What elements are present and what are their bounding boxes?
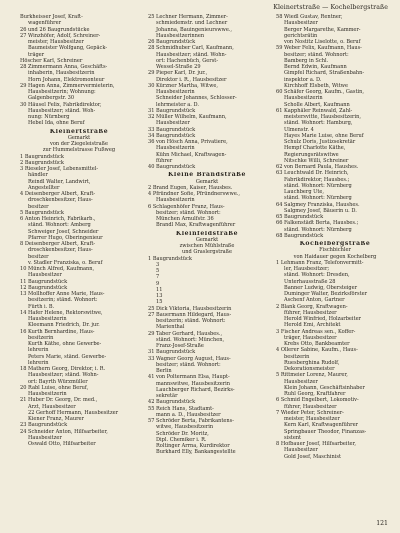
address-entry: 55 Reich Hans, Stadtamt- — [148, 405, 214, 412]
address-entry: 14 Hafer Helene, Rektorswitwe, — [20, 309, 103, 316]
entry-continuation: Hausbesitzer — [284, 447, 318, 454]
entry-continuation: besitzerin — [284, 353, 310, 360]
entry-continuation: führer, Hausbesitzer — [284, 403, 337, 410]
address-entry: 42 Baugrundstück — [148, 399, 196, 406]
address-entry: 36 von Hösch Anna, Privatiere, — [148, 139, 228, 145]
entry-continuation: ort: Hachenbüch, Gerst- — [156, 57, 219, 64]
address-entry: 4 Öllerer Sabine, Kaufm., Haus- — [276, 347, 358, 354]
entry-continuation: mannswitwe, Hausbesitzerin — [156, 380, 230, 387]
entry-continuation: Pfarrer Hugo, Oberingenieur — [28, 234, 103, 241]
address-entry: 6 Schlagenhöfer Franz, Haus- — [148, 203, 225, 210]
address-entry: 12 Baugrundstück — [20, 284, 68, 291]
entry-continuation: 11 — [156, 286, 163, 293]
address-entry: 7 Wieder Peter, Schreiner- — [276, 409, 344, 416]
entry-continuation: Peters Marie, ständ. Gewerbe- — [28, 353, 107, 360]
entry-continuation: besitzer — [28, 253, 49, 260]
entry-continuation: Scholle Albert, Kaufmann — [284, 101, 350, 108]
address-entry: 25 Dick Viktoria, Hausbesitzerin — [148, 305, 232, 312]
entry-continuation: Hebel Ida, ohne Beruf — [28, 120, 85, 127]
address-entry: 41 von Poltermann Elsa, Haupt- — [148, 374, 230, 381]
entry-continuation: Hausbesitzer — [284, 378, 318, 385]
entry-continuation: Dekorationsmeister — [284, 366, 335, 372]
entry-continuation: Hausbesitzerin — [156, 145, 195, 152]
entry-continuation: Aschenf Anton, Gartner — [284, 297, 345, 304]
address-entry: 65 Baugrundstück — [276, 214, 324, 220]
street-heading: Kleinertstraße — [49, 128, 109, 135]
address-entry: 4 Deisenberger Albert, Kraft- — [20, 191, 96, 197]
address-entry: 62 von Bernard Paula, Haushes. — [276, 164, 359, 170]
entry-continuation: Lauchberger Richard, Bezirks- — [156, 386, 235, 393]
entry-continuation: Herold Emi, Architekt — [284, 322, 341, 329]
entry-continuation: Ruesberghina Rudolf, — [284, 359, 340, 366]
entry-continuation: Kühn Michael, Kraftwagen- — [156, 151, 227, 158]
entry-continuation: Herold Winfried, Holzarbeiter — [284, 316, 361, 322]
address-entry: 64 Salgmey Franziska, Haushes. — [276, 201, 360, 208]
entry-continuation: Hausbesitzer — [28, 434, 62, 441]
entry-continuation: Krebs Otto, Bankbeamter — [284, 341, 350, 347]
entry-continuation: Hausbesitzerin; Wohnung: — [28, 89, 96, 95]
entry-continuation: Fürth i. B. — [28, 303, 55, 310]
address-entry: 25 Lechner Hermann, Zimmer- — [148, 14, 228, 20]
address-entry: 59 Weber Felix, Kaufmann, Haus- — [276, 45, 362, 52]
address-entry: 5 Baugrundstück — [20, 209, 64, 216]
entry-continuation: Direktor i. R., Hausbesitzer — [156, 76, 227, 83]
entry-continuation: Ulmenstr. 4 — [284, 126, 314, 133]
entry-continuation: ständ. Wohnort: Hamburg, — [284, 120, 353, 127]
address-entry: 29 Taber Gerhard, Hausbes., — [148, 330, 223, 337]
entry-continuation: ständ. Wohnort: Nürnberg — [284, 226, 352, 233]
address-entry: 1 Baugrundstück — [20, 153, 64, 160]
address-entry: 16 Kurth Bernhardine, Haus- — [20, 328, 95, 335]
entry-continuation: v. Stadler Franziska, o. Beruf — [28, 259, 103, 266]
entry-continuation: Oswald Otto, Hilfsarbeiter — [28, 441, 96, 447]
address-entry: 66 Falkenstädt Berta, Hausbes.; — [276, 220, 359, 227]
address-entry: 4 Pfründner Sofie, Pfründnerswwe., — [148, 191, 241, 197]
entry-continuation: Gold Josef, Maschinist — [284, 453, 341, 460]
address-entry: Höscher Karl, Schreiner — [20, 57, 83, 64]
address-entry: 57 Schröder Berta, Fabrikantens- — [148, 418, 234, 424]
entry-continuation: besitzer — [28, 203, 49, 210]
address-entry: 32 Müller Wilhelm, Kaufmann, — [148, 114, 227, 120]
street-subheading: zwischen Mühlstraße — [179, 243, 235, 249]
address-entry: 40 Baugrundstück — [148, 164, 196, 170]
entry-continuation: meister, Hausbesitzer — [284, 416, 340, 422]
entry-continuation: Brandl Max, Kraftwagenführer — [156, 222, 236, 229]
entry-continuation: Berlin — [156, 368, 172, 374]
address-entry: 27 Winzhöfer, Adolf, Schreiner- — [20, 32, 101, 39]
entry-continuation: Ruhl Georg, Kraftfahrer — [284, 391, 346, 397]
entry-continuation: Schröder Dr. Moritz, — [156, 430, 209, 437]
entry-continuation: gerichtsrätin — [284, 32, 318, 39]
entry-continuation: Regierungsrätswitwe — [284, 151, 339, 158]
address-entry: 20 Rabl Luise, ohne Beruf, — [20, 384, 89, 391]
address-entry: 5 Rittmeier Lorenz, Maurer, — [276, 372, 348, 379]
column-3 — [276, 14, 394, 460]
entry-continuation: Schulz Doris, Justizsekretär — [284, 139, 356, 145]
address-entry: 1 Lehmann Franz, Telefonvermitt- — [276, 259, 364, 266]
address-entry: 8 Deisenberger Albert, Kraft- — [20, 241, 96, 247]
entry-continuation: Hausbesitzer — [156, 120, 190, 127]
address-entry: 29 Pieper Karl, Dr. jur., — [148, 70, 208, 77]
entry-continuation: Hausbesitzerin — [156, 89, 195, 95]
address-entry: 3 Fischer Andreas sen., Koffer- — [276, 328, 356, 335]
entry-continuation: meistersvitte, Hausbesitzerin, — [284, 114, 361, 120]
entry-continuation: Gimpfel Richard, Straßenbahn- — [284, 70, 365, 77]
entry-continuation: führer — [156, 157, 173, 164]
entry-continuation: sekretär — [156, 393, 178, 399]
street-subheading: zur Hummelstrasse Fußweg — [42, 147, 116, 154]
entry-continuation: Hausbesitzer — [284, 20, 318, 27]
entry-continuation: Dipl. Chemiker i. R. — [156, 436, 207, 443]
column-1 — [20, 14, 138, 447]
address-entry: 1 Baugrundstück — [148, 255, 192, 262]
entry-continuation: Salgmey Josef, Bäuerin u. D. — [284, 207, 357, 214]
entry-continuation: von Nostitz Liselotte, o. Beruf — [284, 39, 361, 45]
address-entry: 10 Münch Alfred, Kaufmann, — [20, 266, 95, 272]
entry-continuation: sistent — [284, 434, 302, 441]
address-entry: 30 Kürzner Martha, Witwe, — [148, 82, 218, 89]
entry-continuation: träger — [28, 51, 45, 58]
entry-continuation: 13 — [156, 293, 163, 299]
entry-continuation: wagenführer — [28, 20, 61, 27]
address-entry: 61 Kapphäler Reinwald, Zahl- — [276, 107, 353, 114]
address-entry: 30 Häusel Felix, Fabrikdirektor, — [20, 101, 102, 108]
entry-continuation: Franz-Josef-Straße — [156, 343, 204, 349]
address-entry: 2 Brand Eugen, Kaiser, Hausbes. — [148, 184, 233, 191]
entry-continuation: Duminger Walter, Bezirksförster — [284, 291, 367, 297]
entry-continuation: Bamberg in Schl. — [284, 57, 329, 64]
entry-continuation: Hausbesitzerin — [28, 391, 67, 397]
entry-continuation: ler, Hausbesitzer; — [284, 266, 330, 272]
address-entry: 34 Baugrundstück — [148, 132, 196, 139]
entry-continuation: Arzt, Hausbesitzer — [28, 403, 76, 410]
street-heading: Kleinfeldstraße — [175, 230, 239, 237]
entry-continuation: ort: Bayrth Würzmüller — [28, 378, 88, 385]
entry-continuation: Unterhausstraße 28 — [284, 278, 336, 285]
address-entry: 23 Baugrundstück — [20, 422, 68, 429]
address-entry: 60 Schäfer Georg, Kaufm., Gastin, — [276, 89, 364, 95]
entry-continuation: meister, Hausbesitzer — [28, 39, 84, 45]
street-subheading: Gemarkt — [195, 178, 219, 185]
address-entry: 2 Blank Georg, Kraftwagen- — [276, 303, 348, 310]
address-entry: 26 Baugrundstück — [148, 39, 196, 45]
entry-continuation: Fabrikdirektor, Hausbes.; — [284, 176, 350, 183]
entry-continuation: Angestellter — [28, 184, 60, 191]
entry-continuation: Hempf Charlotte Käthe, — [284, 145, 346, 152]
address-entry: 29 Hagen Anna, Zimmervermieterin, — [20, 82, 115, 89]
entry-continuation: Marienthal — [156, 324, 185, 331]
address-entry: 31 Baugrundstück — [148, 107, 196, 114]
entry-continuation: mann a. D., Hausbesitzer — [156, 411, 221, 418]
entry-continuation: witwe, Hausbesitzerin — [156, 424, 214, 431]
entry-continuation: Nitschke Willi, Schreiner — [284, 157, 349, 164]
entry-continuation: inhaberin, Hausbesitzerin — [28, 70, 95, 77]
page-number: 121 — [376, 520, 388, 527]
entry-continuation: Hausbesitzer — [28, 272, 62, 279]
entry-continuation: schmiedemstr. und Lechner — [156, 20, 228, 27]
entry-continuation: Kirchhoff Elsbeth, Witwe — [284, 82, 348, 89]
address-entry: 58 Wiedl Gustav, Rentner, — [276, 14, 343, 20]
address-entry: Burkheisser Josef, Kraft- — [20, 14, 83, 20]
entry-continuation: Hausbesitzerinnen — [156, 32, 205, 39]
address-entry: 18 Mathern Georg, Direktor, i. R. — [20, 366, 106, 372]
entry-continuation: lehrmeister a. D. — [156, 101, 199, 108]
entry-continuation: 15 — [156, 299, 163, 306]
entry-continuation: Springbauer Theodor, Finanzas- — [284, 428, 367, 435]
address-entry: 28 Schmidhuber Carl, Kaufmann, — [148, 45, 234, 52]
entry-continuation: inspektor a. D. — [284, 76, 322, 83]
column-2 — [148, 14, 266, 456]
entry-continuation: lehrerin — [28, 359, 49, 366]
address-entry: 33 Wagner Georg August, Haus- — [148, 355, 231, 362]
entry-continuation: lehrerin — [28, 347, 49, 354]
entry-continuation: Berger Margarethe, Kammer- — [284, 26, 361, 33]
entry-continuation: Baumeister Wolfgang, Gepäck- — [28, 45, 108, 52]
entry-continuation: 22 Gerhoff Hermann, Hausbesitzer — [28, 409, 118, 416]
address-entry: 6 Anton Heinrich, Fabrikarb., — [20, 216, 96, 222]
street-subheading: von Haidauer gegen Kochelberg — [293, 253, 377, 260]
entry-continuation: Reindl Walter, Landwirt, — [28, 178, 91, 185]
entry-continuation: ständ. Wohnort: Dresden, — [284, 272, 350, 279]
entry-continuation: Lauchberg Ute, — [284, 189, 325, 195]
entry-continuation: Hausbesitzerin — [284, 95, 323, 102]
entry-continuation: Klein Johann, Geschäftsinhaber — [284, 384, 365, 391]
entry-continuation: Johanna, Bauingenieurswwe., — [156, 26, 233, 33]
entry-continuation: Horn Johann, Elektromonteur — [28, 76, 105, 83]
entry-continuation: Schneider Johannes, Schlosser- — [156, 95, 237, 102]
entry-continuation: Hausbesitzer; ständ. Wohn- — [156, 51, 227, 58]
address-entry: 2 Baugrundstück — [20, 159, 64, 166]
entry-continuation: droschkenbesitzer, Haus- — [28, 247, 93, 254]
entry-continuation: Kleemann Friedrich, Dr. jur. — [28, 322, 100, 329]
entry-continuation: droschkenbesitzer, Haus- — [28, 197, 93, 204]
entry-continuation: Hausbesitzerin — [28, 316, 67, 322]
entry-continuation: 9 — [156, 280, 160, 287]
address-entry: 31 Baugrundstück — [148, 349, 196, 356]
entry-continuation: 5 — [156, 268, 160, 274]
entry-continuation: Banner Ludwig, Obersteiger — [284, 284, 358, 291]
address-entry: 3 Rieseler Josef, Lebensmittel- — [20, 166, 99, 172]
running-header: Kleinertstraße — Kochelbergstraße — [273, 4, 388, 11]
entry-continuation: Wessel-Straße 29 — [156, 64, 201, 70]
address-entry: 21 Huber Dr. Georg, Dr. med., — [20, 397, 98, 404]
entry-continuation: ständ. Wohnort: Amberg — [28, 222, 91, 229]
entry-continuation: Schweiger Josef, Schneider — [28, 228, 99, 235]
entry-continuation: Kurth Käthe, ohne Gewerbe- — [28, 341, 102, 347]
entry-continuation: Roltinger Arrna, Kurdirektor — [156, 443, 230, 449]
street-subheading: Gemarkt — [195, 236, 219, 243]
entry-continuation: 7 — [156, 274, 160, 281]
entry-continuation: ständ. Wohnort: Nürnberg — [284, 182, 352, 189]
entry-continuation: Burkhard Elly, Bankangestellte — [156, 449, 236, 456]
entry-continuation: besitzerin — [28, 334, 54, 341]
street-subheading: und Graslergstraße — [181, 249, 233, 256]
entry-continuation: träger, Hausbesitzer — [284, 334, 337, 341]
address-entry: 28 Zimmermann Anna, Geschäfts- — [20, 64, 108, 70]
entry-continuation: 3 — [156, 261, 160, 268]
entry-continuation: München Arnulfstr. 36 — [156, 216, 214, 222]
entry-continuation: besitzerin; ständ. Wohnort: — [28, 297, 98, 304]
address-entry: 11 Baugrundstück — [20, 278, 68, 285]
address-entry: 63 Leuchtwald Dr. Heinrich, — [276, 170, 349, 177]
entry-continuation: Hausbesitzerin — [156, 197, 195, 204]
entry-continuation: führer, Hausbesitzer — [284, 309, 337, 316]
entry-continuation: Galgenbergstr. 30 — [28, 95, 75, 102]
street-heading: Kochelbergstraße — [299, 241, 371, 247]
entry-continuation: besitzerin; ständ. Wohnort: — [156, 318, 226, 324]
entry-continuation: Bernd Edwin, Kaufmann — [284, 64, 347, 70]
entry-continuation: Kern Karl, Kraftwagenführer — [284, 422, 358, 429]
address-entry: 6 Schmid Engelbert, Lokomotiv- — [276, 397, 359, 404]
address-entry: 24 Schneider Anton, Hilfsarbeiter, — [20, 428, 108, 435]
entry-continuation: Hayes Marie Luise, ohne Beruf — [284, 132, 364, 139]
address-entry: 26 und 26 Baugrundstücke — [20, 26, 90, 33]
street-heading: Kleine Brandstraße — [168, 172, 246, 179]
entry-continuation: Hausbesitzer; ständ. Woh- — [28, 107, 96, 114]
entry-continuation: besitzer; ständ. Wohnort: — [156, 361, 221, 368]
address-entry: 8 Hofbauer Josef, Hilfsarbeiter, — [276, 441, 356, 447]
address-entry: 13 Mollhoffer Anne Marie, Haus- — [20, 291, 105, 297]
address-entry: 33 Baugrundstück — [148, 126, 196, 133]
entry-continuation: ständ. Wohnort: Nürnberg — [284, 195, 352, 202]
street-subheading: Gemarkt — [67, 134, 91, 141]
address-entry: 68 Baugrundstück — [276, 232, 324, 239]
entry-continuation: nung: Nürnberg — [28, 114, 70, 120]
entry-continuation: Hausbesitzer; ständ. Wohn- — [28, 372, 99, 379]
street-subheading: Fischbichler — [319, 247, 351, 254]
address-entry: 27 Bauermann Hildegard, Haus- — [148, 311, 232, 318]
street-subheading: von der Ziegeleistraße — [50, 141, 108, 147]
entry-continuation: Kiener Franz, Maurer — [28, 416, 84, 422]
entry-continuation: besitzer; ständ. Wohnort: — [156, 209, 221, 216]
entry-continuation: händler — [28, 172, 48, 179]
entry-continuation: besitzer; ständ. Wohnort: — [284, 51, 349, 58]
entry-continuation: ständ. Wohnort: München, — [156, 336, 225, 343]
